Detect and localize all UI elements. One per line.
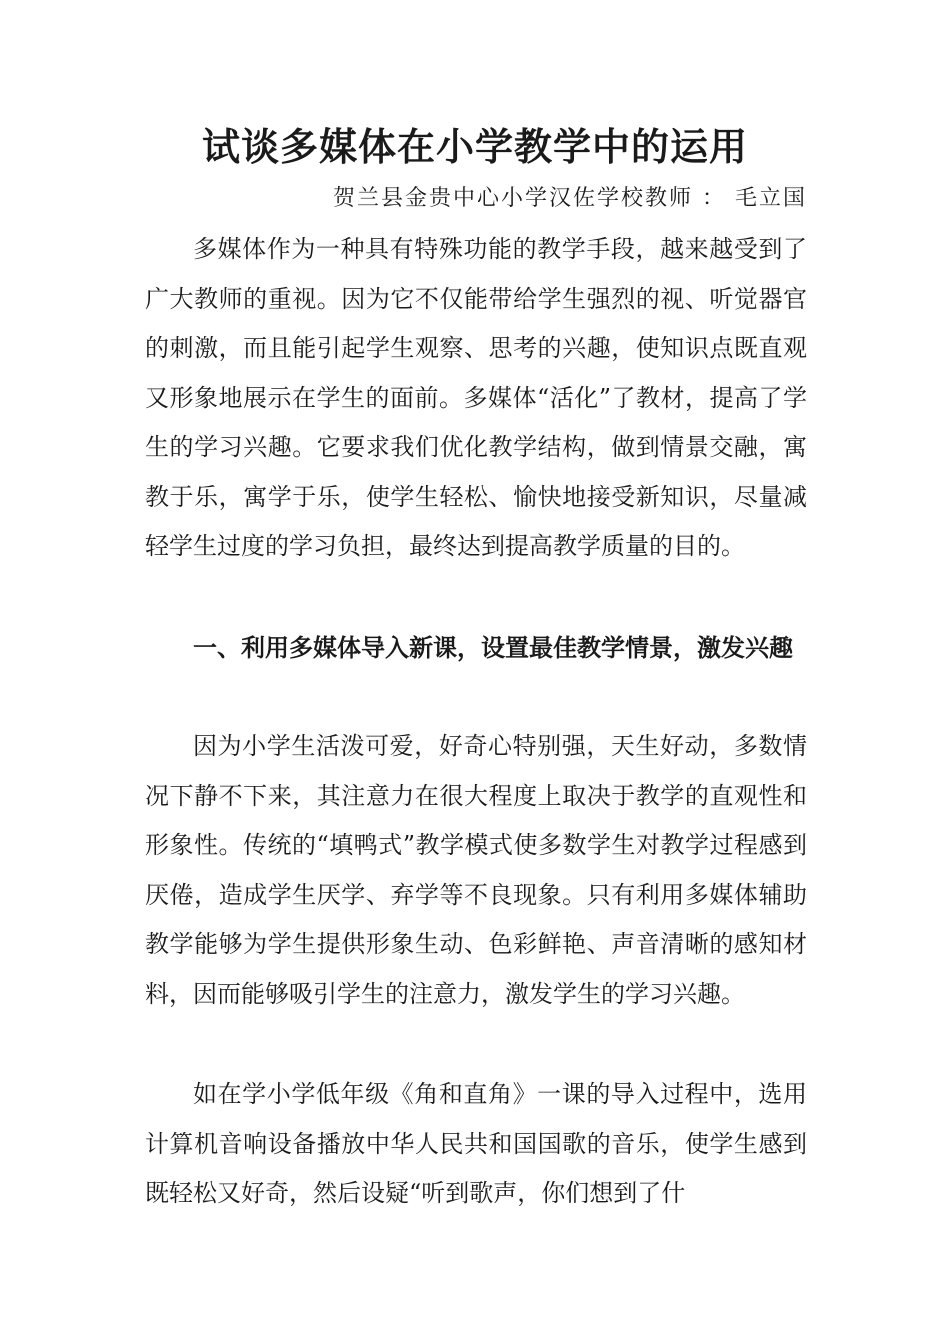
body-paragraph: 如在学小学低年级《角和直角》一课的导入过程中，选用计算机音响设备播放中华人民共和国国歌的音乐，使学生感到既轻松又好奇，然后设疑“听到歌声，你们想到了什 <box>145 1080 807 1207</box>
intro-paragraph: 多媒体作为一种具有特殊功能的教学手段，越来越受到了广大教师的重视。因为它不仅能带给学生强烈的视、听觉器官的刺激，而且能引起学生观察、思考的兴趣，使知识点既直观又形象地展示在学生的面前。多媒体“活化”了教材，提高了学生的学习兴趣。它要求我们优化教学结构，做到情景交融，寓教于乐，寓学于乐，使学生轻松、愉快地接受新知识，尽量减轻学生过度的学习负担，最终达到提高教学质量的目的。 <box>145 235 807 560</box>
document-title: 试谈多媒体在小学教学中的运用 <box>201 125 748 169</box>
author-byline: 贺兰县金贵中心小学汉佐学校教师 ： 毛立国 <box>333 186 807 211</box>
body-paragraph: 因为小学生活泼可爱，好奇心特别强，天生好动，多数情况下静不下来，其注意力在很大程度上取决于教学的直观性和形象性。传统的“填鸭式”教学模式使多数学生对教学过程感到厌倦，造成学生厌学、弃学等不良现象。只有利用多媒体辅助教学能够为学生提供形象生动、色彩鲜艳、声音清晰的感知材料，因而能够吸引学生的注意力，激发学生的学习兴趣。 <box>145 732 807 1008</box>
section-heading: 一、利用多媒体导入新课，设置最佳教学情景，激发兴趣 <box>193 634 793 662</box>
